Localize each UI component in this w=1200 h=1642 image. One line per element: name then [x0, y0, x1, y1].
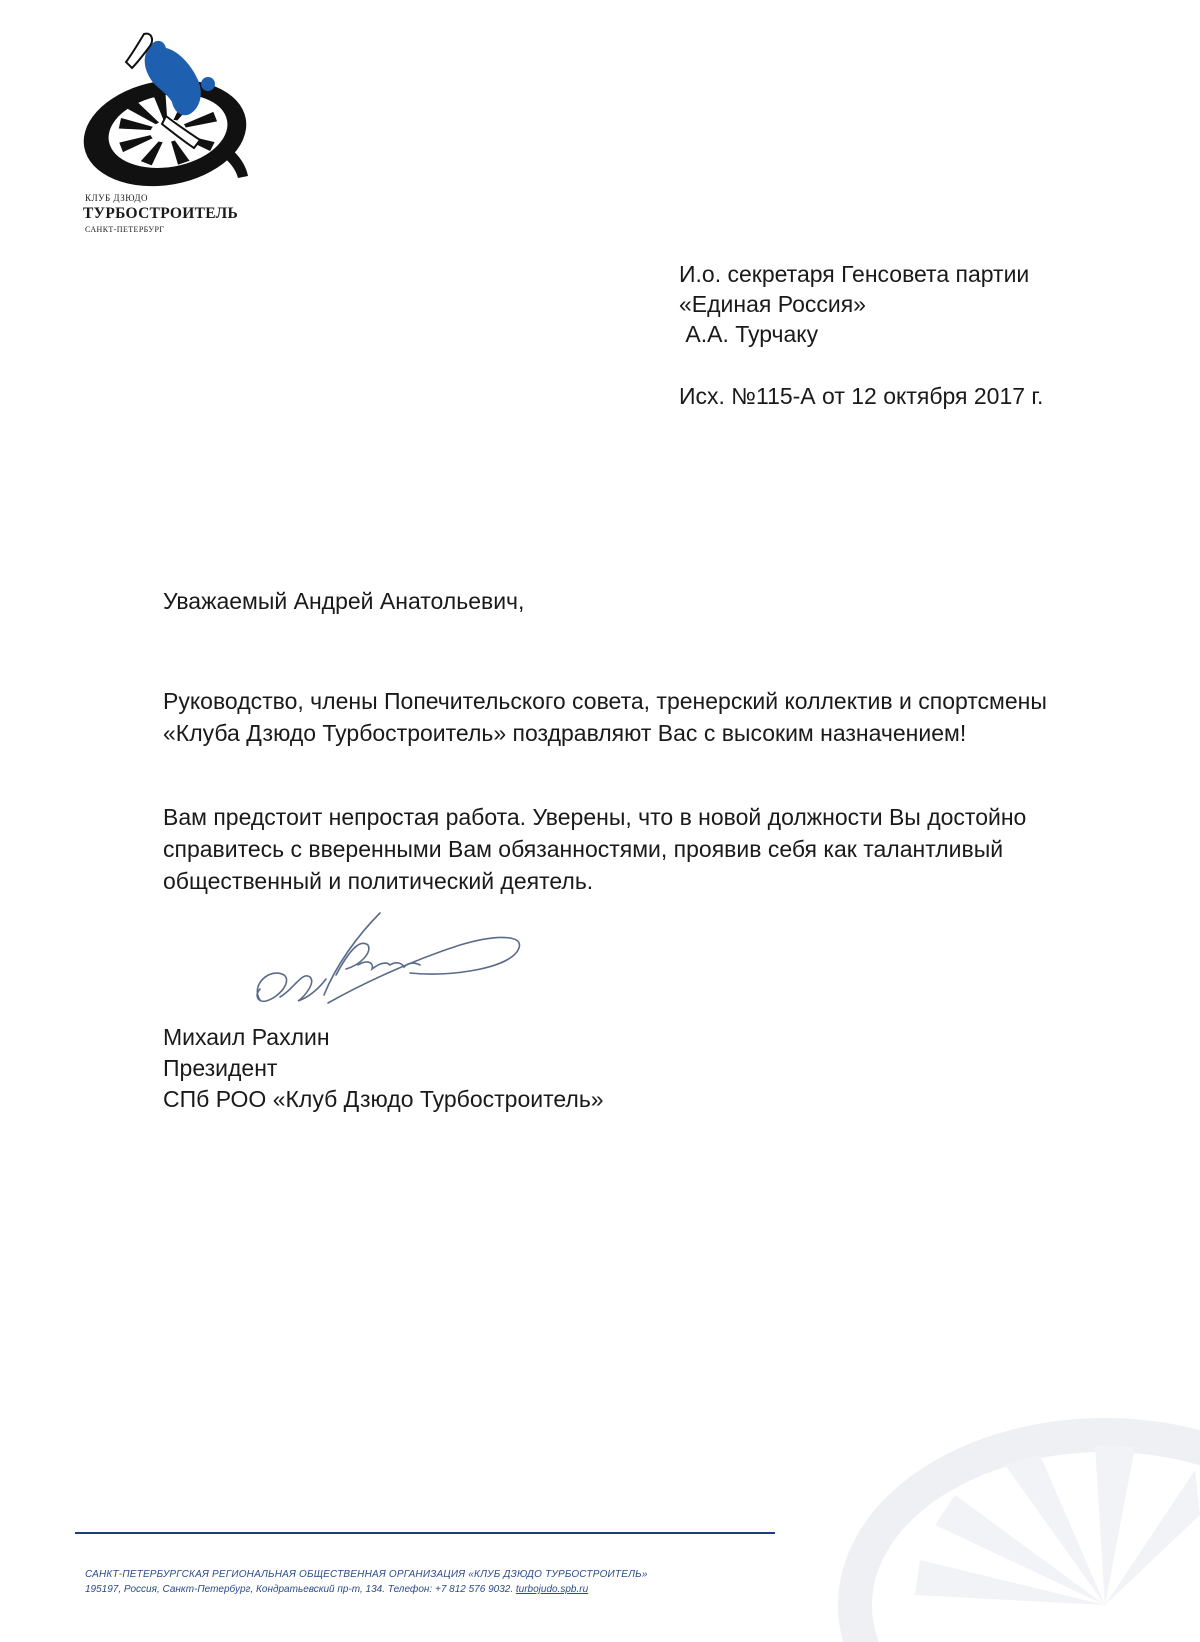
judo-emblem-icon: [80, 28, 270, 198]
footer-address: [85, 1584, 588, 1595]
signatory-name: Михаил Рахлин: [163, 1024, 330, 1050]
footer-website-link[interactable]: turbojudo.spb.ru: [515, 1584, 589, 1595]
addressee-line-1: И.о. секретаря Генсовета партии: [679, 261, 1030, 287]
addressee-line-3: А.А. Турчаку: [679, 321, 819, 347]
logo-club-name: ТУРБОСТРОИТЕЛЬ: [83, 205, 239, 222]
signatory-organization: СПб РОО «Клуб Дзюдо Турбостроитель»: [163, 1086, 604, 1112]
paragraph-1: Руководство, члены Попечительского совета, тренерский коллектив и спортсмены «Клуба Дзюдо Турбостроитель» поздравляют Вас с высоким назначением!: [163, 688, 1047, 746]
footer-address-text: 195197, Россия, Санкт-Петербург, Кондратьевский пр-т, 134. Телефон: +7 812 576 9032.: [85, 1584, 514, 1595]
emblem-watermark-icon: [805, 1375, 1200, 1642]
outgoing-reference: Исх. №115-А от 12 октября 2017 г.: [679, 383, 1044, 409]
logo-city-text: САНКТ-ПЕТЕРБУРГ: [85, 225, 165, 234]
signatory-block: [163, 1022, 604, 1115]
footer-divider: [75, 1532, 775, 1534]
club-logo: [80, 28, 270, 243]
signatory-title: Президент: [163, 1055, 278, 1081]
handwritten-signature: [240, 905, 530, 1025]
addressee-block: [679, 259, 1029, 349]
footer-organization: САНКТ-ПЕТЕРБУРГСКАЯ РЕГИОНАЛЬНАЯ ОБЩЕСТВЕННАЯ ОРГАНИЗАЦИЯ «КЛУБ ДЗЮДО ТУРБОСТРОИТЕЛЬ»: [85, 1569, 648, 1580]
paragraph-2: Вам предстоит непростая работа. Уверены, что в новой должности Вы достойно справитесь с вверенными Вам обязанностями, проявив себя как талантливый общественный и политический деятель.: [163, 804, 1027, 894]
logo-club-text: КЛУБ ДЗЮДО: [85, 193, 148, 203]
greeting: Уважаемый Андрей Анатольевич,: [163, 588, 525, 614]
addressee-line-2: «Единая Россия»: [679, 291, 866, 317]
